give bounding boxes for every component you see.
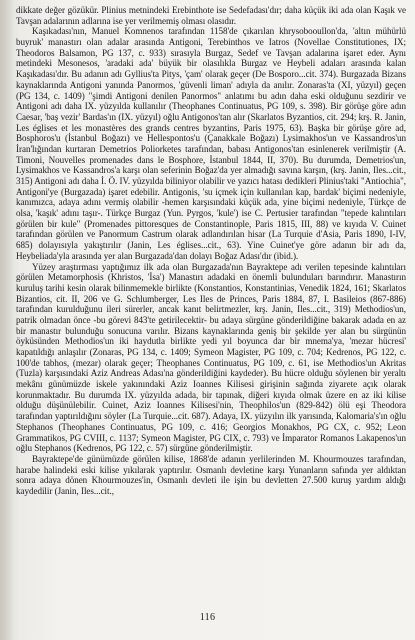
paragraph-3: Yüzey araştırması yaptığımız ilk ada olan Burgazada'nın Bayraktepe adı verilen tepesinde kalıntıları görülen Metamorphosis (Khristos, 'İsa') Manastırı adadaki en önemli bulunduları barındırır. Manastırın kuruluş tarihi kesin olarak bilinmemekle birlikte (Konstantios, Konstantinias, Venedik 1824, 161; Skarlatos Bizantios, cit. II, 206 ve G. Schlumberger, Les Iles de Princes, Paris 1884, 87, I. Basileios (867-886) tarafından kurulduğunu ileri sürerler, ancak kanıt belirtmezler, krş. Janin, Iles...cit., 319) Methodios'un, patrik olmadan önce -bu görevi 843'te getirilecektir- bu adaya sürgüne gönderildiğine bakarak adada en az bir manastır bulunduğu sonucuna varılır. Bizans kaynaklarında geniş bir şekilde yer alan bu sürgünün öyküsünden Methodios'un iki haydutla birlikte yedi yıl boyunca dar bir mnema'ya, 'mezar hücresi' kapatıldığı anlaşılır (Zonaras, PG 134, c. 1409; Symeon Magister, PG 109, c. 704; Kedrenos, PG 122, c. 100'de tabhos, (mezar) olarak geçer; Theophanes Continuatus, PG 109, c. 61, ise Methodios'un Akritas (Tuzla) karşısındaki Aziz Andreas Adası'na gönderildiğini kaydeder). Bu hücre olduğu söylenen bir yeraltı mekânı günümüzde iskele yakınındaki Aziz Ioannes Kilisesi girişinin sağında ziyarete açık olarak korunmaktadır. Bu durumda IX. yüzyılda adada, bir tapınak, diğeri kıyıda olmak üzere en az iki kilise olduğu düşünülebilir. Cuinet, Aziz Ioannes Kilisesi'nin, Theophilos'un (829-842) ölü eşi Theodora tarafından yaptırıldığını söyler (La Turquie...cit. 687). Adaya, IX. yüzyılın ilk yarısında, Kalomaria's'ın oğlu Stephanos (Theophanes Continuatus, PG 109, c. 416; Georgios Monakhos, PG CX, c. 952; Leon Grammatikos, PG CVIII, c. 1137; Symeon Magister, PG CIX, c. 793) ve İmparator Romanos Lakapenos'un oğlu Stephanos (Kedrenos, PG 122, c. 57) sürgüne gönderilmiştir. [16,261,406,454]
binding-shadow [0,0,14,640]
paragraph-4: Bayraktepe'de günümüzde görülen kilise, 1868'de adanın yerlilerinden M. Khourmouzes tarafından, harabe halindeki eski kilise yıkılarak yaptırılır. Osmanlı devletine karşı Yunanların safında yer aldıktan sonra adaya dönen Khourmouzes'in, Osmanlı devleti ile işin bu devletten 27.500 kuruş yardım aldığı kaydedilir (Janin, Iles...cit., [16,453,406,496]
page-number: 116 [199,612,216,623]
body-text [16,5,406,497]
paragraph-1: dikkate değer gözükür. Plinius metnindeki Erebinthote ise Sedefadası'dır; daha küçük iki ada olan Kaşık ve Tavşan adalarının adlarına ise yer verilmemiş olması olasıdır. [16,5,406,26]
paragraph-2: Kaşıkadası'nın, Manuel Komnenos tarafından 1158'de çıkarılan khrysobooullon'da, 'altın mühürlü buyruk' manastırı olan adalar arasında Antigoni, Terebinthos ve Iatros (Novellae Constitutiones, IX; Theodoros Balsamon, PG 137, c. 933) sırasıyla Burgaz, Sedef ve Tavşan adalarına işaret eder. Aynı metindeki Mesonesos, 'aradaki ada' büyük bir olasılıkla Burgaz ve Heybeli adaları arasında kalan Kaşıkadası'dır. Bu adanın adı Gyllius'ta Pitys, 'çam' olarak geçer (De Bosporo...cit. 374). Burgazada Bizans kaynaklarında Antigoni yanında Panormos, 'güvenli liman' adıyla da anılır. Zonaras'ta (XI, yüzyıl) geçen (PG 134, c. 1409) "şimdi Antigoni denilen Panormos" anlatımı bu adın daha eski olduğunu sezdirir ve Antigoni adı daha IX. yüzyılda kullanılır (Theophanes Continuatus, PG 109, s. 398). Bir görüşe göre adın Caesar, 'baş vezir' Bardas'ın (IX. yüzyıl) oğlu Antigonos'tan alır (Skarlatos Byzantios, cit. 294; krş. R. Janin, Les églises et les monastères des grands centres byzantins, Paris 1975, 63). Başka bir görüşe göre ad, Bosphoros'u (İstanbul Boğazı) ve Hellespontos'u (Çanakkale Boğazı) Lysimakhos'un ve Kassandros'un İran'lığından kurtaran Demetrios Poliorketes tarafından, babası Antigonos'tan esinlenerek verilmiştir (A. Timoni, Nouvelles promenades dans le Bosphore, İstanbul 1844, II, 370). Bu durumda, Demetrios'un, Lysimakhos ve Kassandros'a karşı olan seferinin Boğaz'da yer almadığı savına karşın, (krş. Janin, Iles...cit., 315) Antigoni adı daha İ. Ö. IV. yüzyılda biliniyor olabilir ve yazıcı hatası dedikleri Plinius'taki "Antiochia", Antigoni'ye (Burgazada) işaret edebilir. Antigonis, 'su içmek için kullanılan kap, bardak' biçimi nedeniyle, kanımızca, adaya adını vermiş olabilir -hemen karşısındaki küçük ada, yine biçimi nedeniyle, Türkçe de olsa, 'kaşık' adını taşır-. Türkçe Burgaz (Yun. Pyrgos, 'kule') ise C. Pertusier tarafından "tepede kalıntıları görülen bir kule" (Promenades pittoresques de Constantinople, Paris 1815, III, 88) ve kıyıda V. Cuinet tarafından görülen ve Panormum Castrum olarak adlandırılan hisar (La Turquie d'Asia, Paris 1890, I-IV, 685) dolayısıyla yakıştırılır (Janin, Les églises...cit., 63). Yine Cuinet'ye göre adanın bir adı da, Heybeliada'yla arasında yer alan Burgazada'dan dolayı Boğaz Adası'dır (ibid.). [16,26,406,261]
